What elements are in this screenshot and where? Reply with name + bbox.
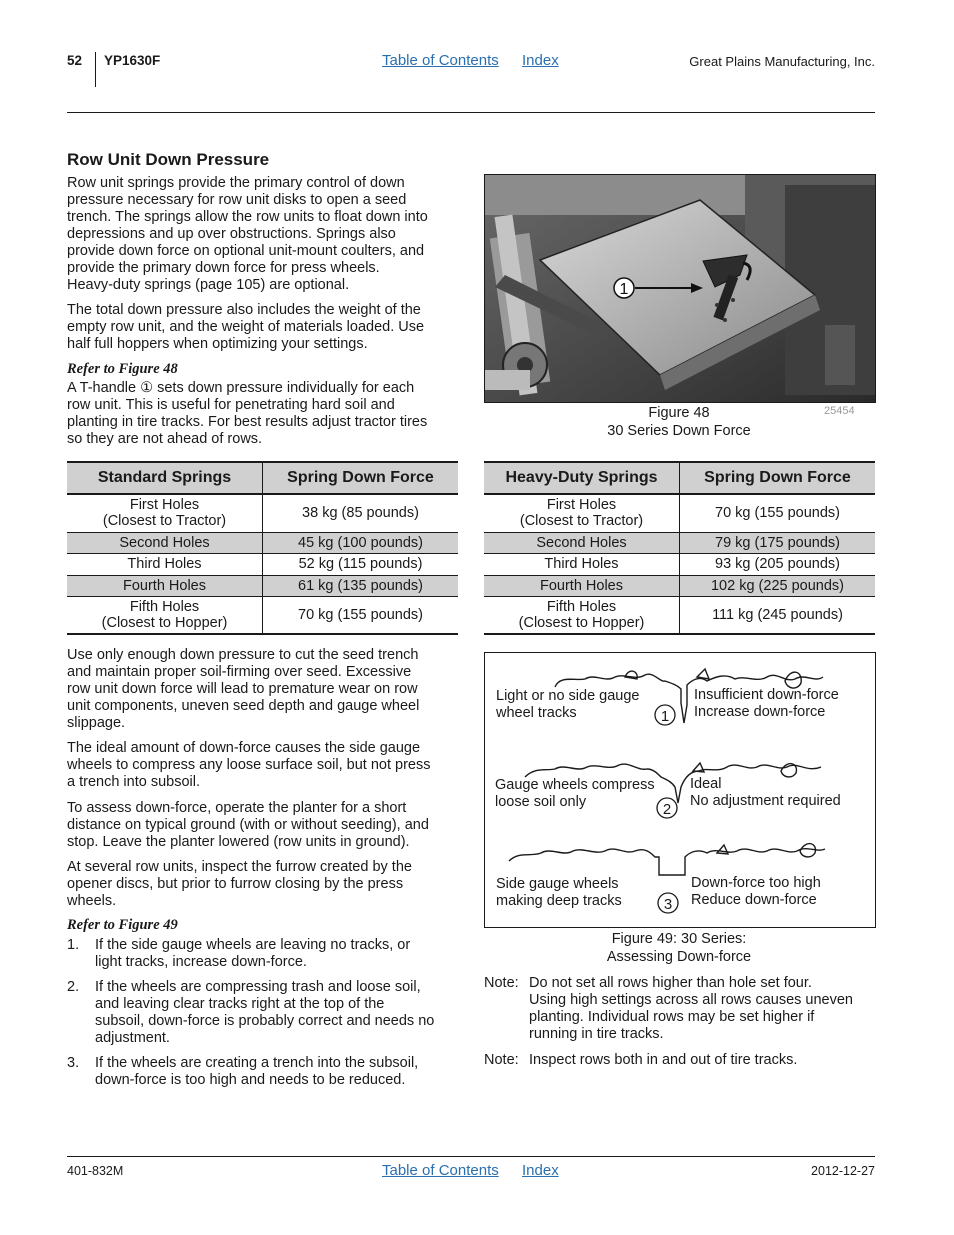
table-cell: 102 kg (225 pounds) <box>680 575 876 596</box>
callout-number: 1 <box>619 281 629 298</box>
page-number: 52 <box>67 53 83 68</box>
text-line: No adjustment required <box>690 793 841 809</box>
text-line: Row unit springs provide the primary control of down <box>67 175 405 191</box>
text-line: making deep tracks <box>496 893 622 909</box>
text-line: and leaving clear tracks right at the top of the <box>95 996 385 1012</box>
text-line: Side gauge wheels <box>496 876 619 892</box>
table-cell: Second Holes <box>484 532 680 553</box>
column-header: Spring Down Force <box>263 462 459 494</box>
caption-line: Figure 49: 30 Series: <box>611 931 747 947</box>
table-row <box>67 494 458 532</box>
text-line: Reduce down-force <box>691 892 817 908</box>
row3-left-label <box>496 876 622 910</box>
doc-date: 2012-12-27 <box>811 1164 875 1178</box>
text-line: Insufficient down-force <box>694 687 839 703</box>
t-handle-paragraph <box>67 380 427 448</box>
company-name: Great Plains Manufacturing, Inc. <box>689 54 875 69</box>
assessment-number: 3 <box>663 896 673 913</box>
text-line: trench. The springs allow the row units to float down into <box>67 209 428 225</box>
text-line: loose soil only <box>495 794 587 810</box>
intro-paragraph <box>67 175 428 294</box>
column-header: Standard Springs <box>67 462 263 494</box>
footer-index-link[interactable]: Index <box>522 1162 559 1179</box>
step-number: 2. <box>67 979 80 995</box>
table-row <box>67 575 458 596</box>
figure-49-diagram <box>484 652 876 928</box>
text-line: subsoil, down-force is probably correct and needs no <box>95 1013 435 1029</box>
table-cell: Second Holes <box>67 532 263 553</box>
text-line: provide the primary down force for press wheels. <box>67 260 380 276</box>
table-cell: 93 kg (205 pounds) <box>680 553 876 575</box>
text-line: unit components, uneven seed depth and gauge wheel <box>67 698 420 714</box>
text-line: pressure necessary for row unit disks to open a seed <box>67 192 407 208</box>
standard-springs-table <box>67 461 458 635</box>
row2-right-label <box>690 776 841 810</box>
table-cell: 79 kg (175 pounds) <box>680 532 876 553</box>
header-rule <box>67 112 875 113</box>
text-line: stop. Leave the planter lowered (row units in ground). <box>67 834 410 850</box>
note-label: Note: <box>484 975 519 991</box>
table-cell: 70 kg (155 pounds) <box>680 494 876 532</box>
text-line: empty row unit, and the weight of materials loaded. Use <box>67 319 425 335</box>
text-line: so they are not ahead of rows. <box>67 431 263 447</box>
text-line: slippage. <box>67 715 126 731</box>
caption-line: Assessing Down-force <box>606 949 752 965</box>
text-line: Heavy-duty springs (page 105) are optional. <box>67 277 350 293</box>
text-line: Down-force too high <box>691 875 821 891</box>
row1-left-label <box>496 688 640 722</box>
text-line: wheels to compress any loose surface soil, but not press <box>67 757 431 773</box>
table-cell: Fifth Holes (Closest to Hopper) <box>484 596 680 634</box>
table-cell: Fifth Holes (Closest to Hopper) <box>67 596 263 634</box>
header-index-link[interactable]: Index <box>522 52 559 69</box>
table-cell: 70 kg (155 pounds) <box>263 596 459 634</box>
table-cell: 52 kg (115 pounds) <box>263 553 459 575</box>
table-cell: 38 kg (85 pounds) <box>263 494 459 532</box>
text-line: adjustment. <box>95 1030 170 1046</box>
header-divider <box>95 52 96 87</box>
caption-line: Figure 48 <box>648 405 710 421</box>
total-pressure-paragraph <box>67 302 424 353</box>
text-line: planting in tire tracks. For best results adjust tractor tires <box>67 414 428 430</box>
assessment-number: 1 <box>660 708 670 725</box>
text-line: If the wheels are creating a trench into the subsoil, <box>95 1055 419 1071</box>
text-line: Light or no side gauge <box>496 688 640 704</box>
row3-right-label <box>691 875 821 909</box>
text-line: Inspect rows both in and out of tire tracks. <box>529 1052 798 1068</box>
footer-rule <box>67 1156 875 1157</box>
column-header: Heavy-Duty Springs <box>484 462 680 494</box>
text-line: The ideal amount of down-force causes the side gauge <box>67 740 421 756</box>
text-line: provide down force on optional unit-mount coulters, and <box>67 243 425 259</box>
text-line: half full hoppers when optimizing your settings. <box>67 336 368 352</box>
text-line: distance on typical ground (with or without seeding), and <box>67 817 429 833</box>
table-row <box>67 553 458 575</box>
table-cell: First Holes (Closest to Tractor) <box>67 494 263 532</box>
inspect-paragraph <box>67 859 412 910</box>
figure-49-caption <box>484 930 874 966</box>
table-row <box>484 553 875 575</box>
text-line: wheel tracks <box>496 705 577 721</box>
heavy-duty-springs-table <box>484 461 875 635</box>
caption-line: 30 Series Down Force <box>607 423 751 439</box>
table-row <box>67 532 458 553</box>
text-line: Do not set all rows higher than hole set four. <box>529 975 812 991</box>
text-line: running in tire tracks. <box>529 1026 664 1042</box>
assess-paragraph <box>67 800 429 851</box>
ideal-force-paragraph <box>67 740 430 791</box>
text-line: Increase down-force <box>694 704 826 720</box>
figure-48-photo <box>484 174 876 403</box>
text-line: row unit down force will lead to premature wear on row <box>67 681 418 697</box>
text-line: A T-handle ① sets down pressure individually for each <box>67 380 415 396</box>
step-number: 3. <box>67 1055 80 1071</box>
text-line: and maintain proper soil-firming over seed. Excessive <box>67 664 412 680</box>
row1-right-label <box>694 687 839 721</box>
table-cell: 111 kg (245 pounds) <box>680 596 876 634</box>
table-row <box>484 596 875 634</box>
down-pressure-paragraph <box>67 647 419 732</box>
text-line: At several row units, inspect the furrow created by the <box>67 859 412 875</box>
table-cell: Third Holes <box>484 553 680 575</box>
text-line: Using high settings across all rows causes uneven <box>529 992 853 1008</box>
text-line: wheels. <box>67 893 117 909</box>
text-line: light tracks, increase down-force. <box>95 954 307 970</box>
refer-figure-49: Refer to Figure 49 <box>67 917 178 933</box>
refer-figure-48: Refer to Figure 48 <box>67 361 178 377</box>
table-cell: Fourth Holes <box>67 575 263 596</box>
text-line: If the wheels are compressing trash and loose soil, <box>95 979 421 995</box>
text-line: a trench into subsoil. <box>67 774 200 790</box>
table-row <box>67 596 458 634</box>
text-line: depressions and up over obstructions. Springs also <box>67 226 396 242</box>
text-line: To assess down-force, operate the planter for a short <box>67 800 407 816</box>
figure-48-caption <box>484 404 874 440</box>
assessment-number: 2 <box>662 801 672 818</box>
text-line: opener discs, but prior to furrow closing by the press <box>67 876 404 892</box>
table-cell: 61 kg (135 pounds) <box>263 575 459 596</box>
table-cell: Third Holes <box>67 553 263 575</box>
section-title: Row Unit Down Pressure <box>67 150 270 169</box>
image-number: 25454 <box>824 405 855 417</box>
note-label: Note: <box>484 1052 519 1068</box>
text-line: The total down pressure also includes the weight of the <box>67 302 421 318</box>
model-name: YP1630F <box>104 53 161 68</box>
table-cell: Fourth Holes <box>484 575 680 596</box>
footer-toc-link[interactable]: Table of Contents <box>382 1162 499 1179</box>
table-row <box>484 494 875 532</box>
row-unit-photo-illustration <box>485 175 875 402</box>
table-row <box>484 575 875 596</box>
step-number: 1. <box>67 937 80 953</box>
doc-number: 401-832M <box>67 1164 124 1178</box>
table-row <box>484 532 875 553</box>
row2-left-label <box>495 777 655 811</box>
text-line: planting. Individual rows may be set higher if <box>529 1009 815 1025</box>
text-line: Ideal <box>690 776 722 792</box>
text-line: row unit. This is useful for penetrating hard soil and <box>67 397 395 413</box>
text-line: Gauge wheels compress <box>495 777 655 793</box>
text-line: If the side gauge wheels are leaving no tracks, or <box>95 937 411 953</box>
header-toc-link[interactable]: Table of Contents <box>382 52 499 69</box>
text-line: down-force is too high and needs to be reduced. <box>95 1072 406 1088</box>
table-cell: 45 kg (100 pounds) <box>263 532 459 553</box>
column-header: Spring Down Force <box>680 462 876 494</box>
text-line: Use only enough down pressure to cut the seed trench <box>67 647 419 663</box>
table-cell: First Holes (Closest to Tractor) <box>484 494 680 532</box>
